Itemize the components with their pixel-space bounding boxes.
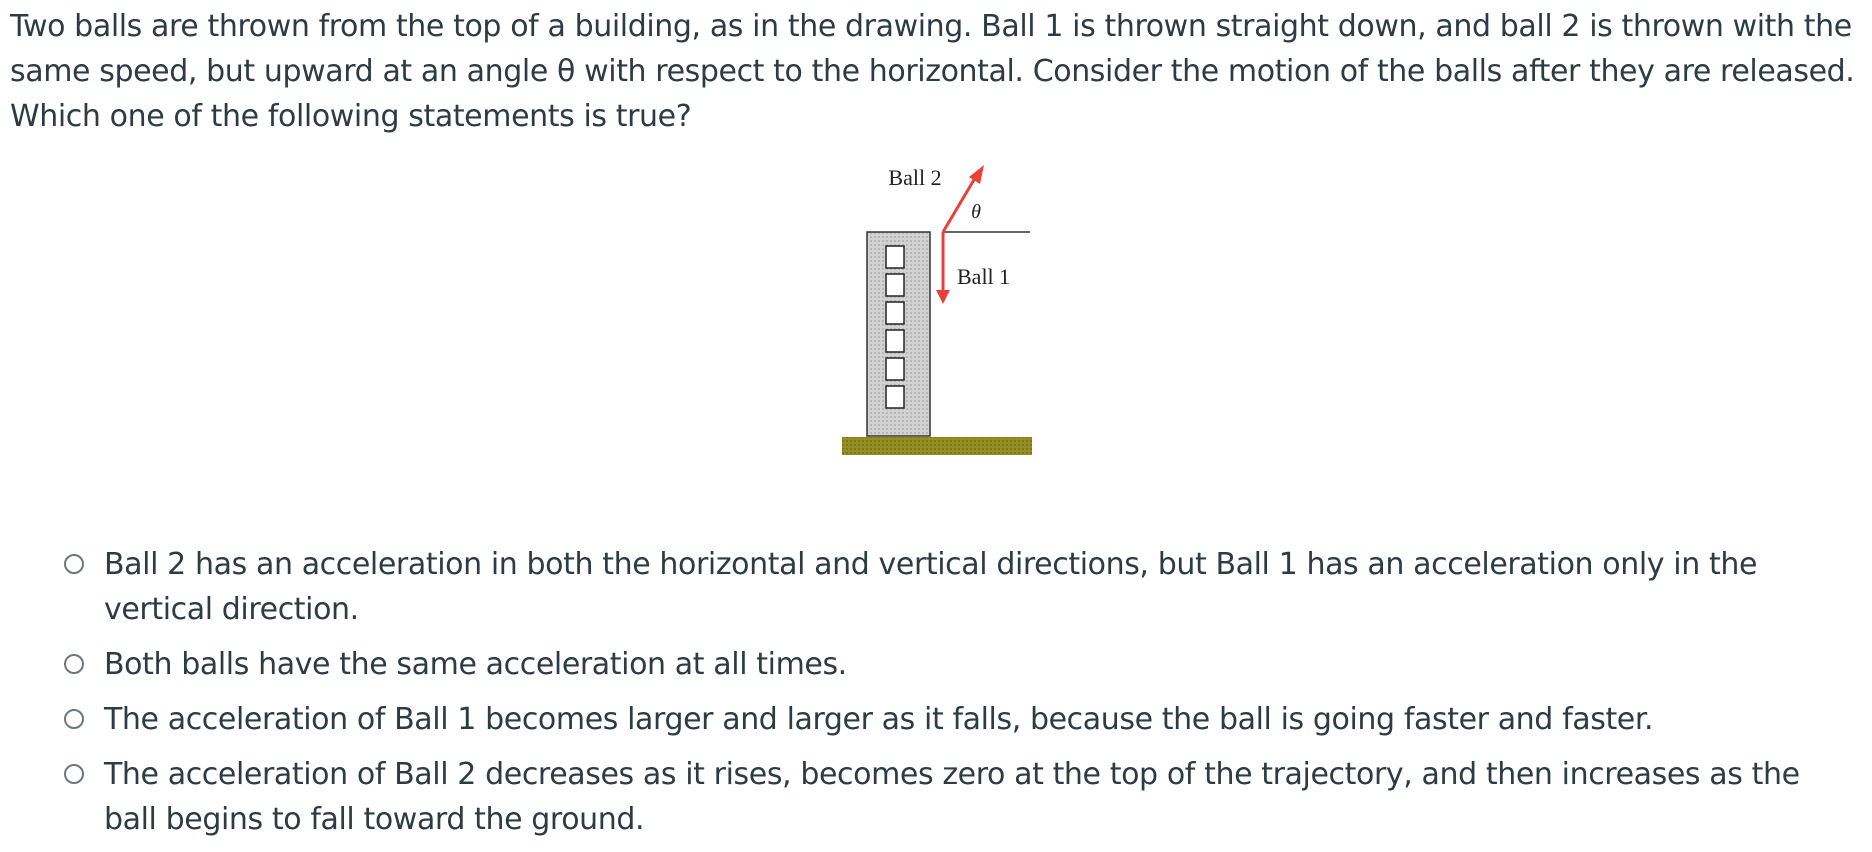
- ground: [842, 437, 1032, 455]
- ball-1-label: Ball 1: [957, 264, 1011, 289]
- building-diagram: [830, 160, 1050, 470]
- diagram-svg: [830, 160, 1050, 470]
- answer-option-label: The acceleration of Ball 2 decreases as it rises, becomes zero at the top of the trajectory, and then increases as the ball begins to fall toward the ground.: [104, 757, 1800, 837]
- answer-option-3[interactable]: [60, 697, 1850, 742]
- ball-2-label: Ball 2: [888, 165, 942, 190]
- radio-button-icon[interactable]: [64, 764, 84, 784]
- radio-button-icon[interactable]: [64, 554, 84, 574]
- answer-option-4[interactable]: [60, 752, 1850, 842]
- question-text: Two balls are thrown from the top of a building, as in the drawing. Ball 1 is thrown straight down, and ball 2 is thrown with the same speed, but upward at an angle θ with respect to the horizontal. Consider the motion of the balls after they are released. Which one of the following statements is true?: [10, 9, 1855, 134]
- answer-option-1[interactable]: [60, 542, 1850, 632]
- answer-option-label: The acceleration of Ball 1 becomes larger and larger as it falls, because the ball is going faster and faster.: [104, 702, 1654, 737]
- answer-choices: [60, 542, 1850, 842]
- ball-1-arrowhead: [936, 290, 950, 304]
- answer-option-label: Both balls have the same acceleration at all times.: [104, 647, 847, 682]
- answer-option-label: Ball 2 has an acceleration in both the horizontal and vertical directions, but Ball 1 has an acceleration only in the vertical direction.: [104, 547, 1758, 627]
- radio-button-icon[interactable]: [64, 709, 84, 729]
- ball-2-arrowhead: [969, 165, 984, 184]
- theta-label: θ: [971, 201, 981, 223]
- answer-option-2[interactable]: [60, 642, 1850, 687]
- radio-button-icon[interactable]: [64, 654, 84, 674]
